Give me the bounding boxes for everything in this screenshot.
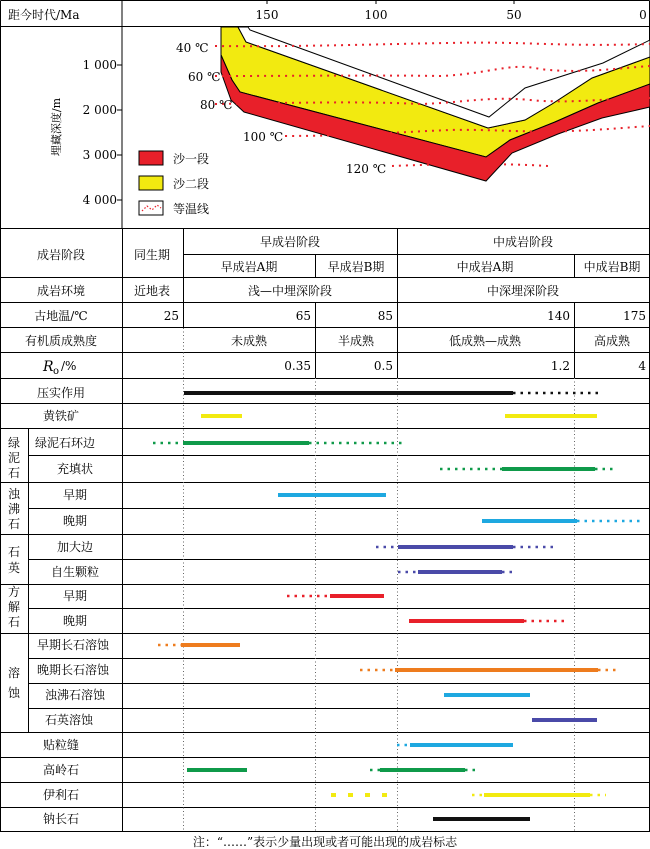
event-label: 绿泥石环边 [35, 436, 96, 450]
isotherm-label-80: 80 ℃ [200, 98, 233, 112]
isotherm-label-100: 100 ℃ [243, 130, 284, 144]
paleotemp-85: 85 [377, 309, 393, 323]
event-label: 充填状 [56, 462, 94, 476]
isotherm-label-40: 40 ℃ [176, 41, 209, 55]
event-label: 早期长石溶蚀 [37, 638, 110, 652]
depth-4000: 4 000 [82, 193, 117, 207]
event-label: 早期 [62, 488, 88, 502]
ro-1.2: 1.2 [550, 359, 570, 373]
event-label: 压实作用 [36, 386, 86, 400]
event-label: 伊利石 [42, 788, 80, 802]
stage-header: 成岩阶段 [36, 248, 86, 262]
depth-axis-title: 埋藏深度/m [50, 97, 63, 157]
legend-label-sha1: 沙一段 [173, 152, 210, 166]
event-label: 早期 [62, 589, 88, 603]
middle-stage: 中成岩阶段 [492, 235, 554, 249]
early-b-period: 早成岩B期 [327, 260, 385, 274]
isotherm-label-60: 60 ℃ [188, 70, 221, 84]
event-label: 晚期 [62, 514, 88, 528]
ro-0.5: 0.5 [373, 359, 393, 373]
ro-label-tail: /% [61, 359, 77, 373]
tick-100: 100 [364, 8, 388, 22]
maturity-header: 有机质成熟度 [24, 334, 98, 348]
time-axis-title: 距今时代/Ma [8, 8, 80, 22]
syngenetic-stage: 同生期 [133, 248, 171, 262]
env-near-surface: 近地表 [133, 284, 171, 298]
event-label: 加大边 [56, 540, 94, 554]
ro-label-sub: o [53, 366, 60, 377]
event-label: 浊沸石溶蚀 [45, 688, 106, 702]
legend-swatch-sha1 [139, 151, 163, 165]
group-laumontite-char-1: 浊 [7, 487, 21, 501]
ro-4: 4 [638, 359, 646, 373]
event-label: 石英溶蚀 [45, 713, 94, 727]
paleotemp-25: 25 [163, 309, 179, 323]
event-label: 黄铁矿 [42, 409, 80, 423]
ro-0.35: 0.35 [284, 359, 311, 373]
tick-50: 50 [506, 8, 522, 22]
ro-header [42, 359, 76, 377]
event-label: 晚期长石溶蚀 [37, 663, 110, 677]
middle-a-period: 中成岩A期 [456, 260, 514, 274]
middle-b-period: 中成岩B期 [583, 260, 641, 274]
group-dissolution-char-1: 溶 [7, 666, 21, 680]
event-labels [35, 386, 110, 826]
isotherm-label-120: 120 ℃ [346, 162, 387, 176]
early-a-period: 早成岩A期 [220, 260, 278, 274]
environment-header: 成岩环境 [36, 284, 86, 298]
event-label: 钠长石 [42, 812, 80, 826]
depth-2000: 2 000 [82, 103, 117, 117]
legend-swatch-isotherm [139, 201, 163, 215]
legend-label-isotherm: 等温线 [173, 202, 210, 216]
legend-label-sha2: 沙二段 [173, 177, 210, 191]
maturity-immature: 未成熟 [230, 334, 268, 348]
paleotemp-65: 65 [295, 309, 311, 323]
group-laumontite-char-3: 石 [7, 517, 21, 531]
group-quartz-char-2: 英 [7, 561, 21, 575]
ro-label-r: R [43, 359, 54, 375]
maturity-semi: 半成熟 [337, 334, 375, 348]
tick-150: 150 [255, 8, 279, 22]
group-calcite-char-1: 方 [7, 585, 21, 599]
env-mid-deep: 中深埋深阶段 [486, 284, 560, 298]
event-label: 高岭石 [42, 763, 80, 777]
group-dissolution-char-2: 蚀 [7, 686, 21, 700]
event-bars [153, 393, 640, 819]
group-chlorite-char-2: 泥 [7, 451, 21, 465]
burial-chart [0, 0, 650, 228]
group-chlorite-char-3: 石 [7, 466, 21, 480]
env-shallow-mid: 浅—中埋深阶段 [247, 284, 333, 298]
group-chlorite-char-1: 绿 [7, 436, 21, 450]
event-label: 自生颗粒 [50, 565, 100, 579]
depth-3000: 3 000 [82, 148, 117, 162]
group-labels [8, 436, 21, 700]
early-stage: 早成岩阶段 [259, 235, 321, 249]
paleotemp-140: 140 [547, 309, 570, 323]
legend-swatch-sha2 [139, 176, 163, 190]
tick-0: 0 [639, 8, 647, 22]
event-label: 晚期 [62, 614, 88, 628]
event-label: 贴粒缝 [42, 738, 80, 752]
group-calcite-char-3: 石 [7, 615, 21, 629]
paleotemp-175: 175 [623, 309, 646, 323]
depth-1000: 1 000 [82, 58, 117, 72]
group-quartz-char-1: 石 [7, 545, 21, 559]
group-calcite-char-2: 解 [7, 600, 21, 614]
footnote: 注：“……”表示少量出现或者可能出现的成岩标志 [192, 835, 458, 849]
maturity-low-mature: 低成熟—成熟 [448, 334, 522, 348]
maturity-high: 高成熟 [593, 334, 631, 348]
group-laumontite-char-2: 沸 [7, 502, 21, 516]
paleotemp-header: 古地温/℃ [34, 309, 88, 323]
diagenesis-table [0, 228, 650, 849]
